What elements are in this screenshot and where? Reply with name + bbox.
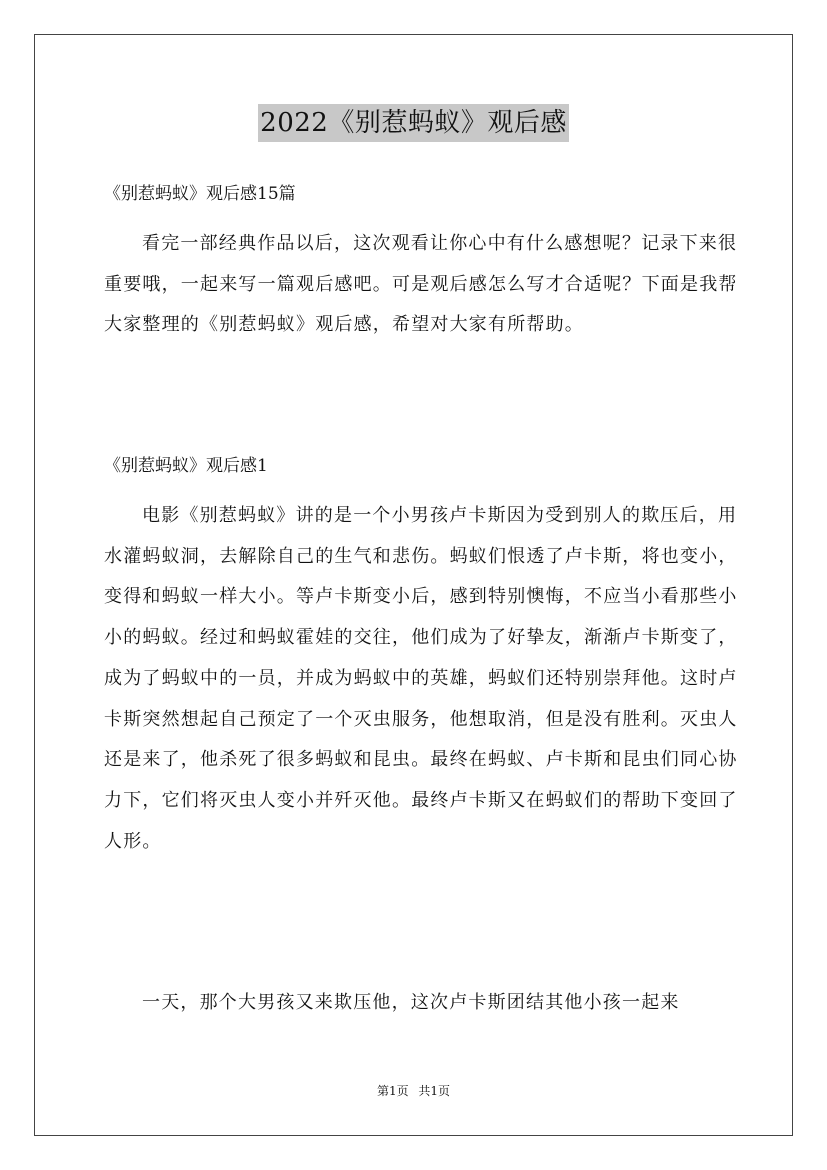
document-subtitle: 《别惹蚂蚁》观后感15篇 xyxy=(104,184,296,204)
section-title: 《别惹蚂蚁》观后感1 xyxy=(104,456,268,476)
body-paragraph: 电影《别惹蚂蚁》讲的是一个小男孩卢卡斯因为受到别人的欺压后，用水灌蚂蚁洞，去解除自己的生气和悲伤。蚂蚁们恨透了卢卡斯，将也变小，变得和蚂蚁一样大小。等卢卡斯变小后，感到特别懊悔，不应当小看那些小小的蚂蚁。经过和蚂蚁霍娃的交往，他们成为了好挚友，渐渐卢卡斯变了，成为了蚂蚁中的一员，并成为蚂蚁中的英雄，蚂蚁们还特别崇拜他。这时卢卡斯突然想起自己预定了一个灭虫服务，他想取消，但是没有胜利。灭虫人还是来了，他杀死了很多蚂蚁和昆虫。最终在蚂蚁、卢卡斯和昆虫们同心协力下，它们将灭虫人变小并歼灭他。最终卢卡斯又在蚂蚁们的帮助下变回了人形。 xyxy=(104,505,738,852)
document-title-wrap xyxy=(0,104,827,142)
document-title: 2022《别惹蚂蚁》观后感 xyxy=(258,104,569,142)
intro-paragraph: 看完一部经典作品以后，这次观看让你心中有什么感想呢？记录下来很重要哦，一起来写一篇观后感吧。可是观后感怎么写才合适呢？下面是我帮大家整理的《别惹蚂蚁》观后感，希望对大家有所帮助。 xyxy=(104,233,738,336)
body-paragraph: 一天，那个大男孩又来欺压他，这次卢卡斯团结其他小孩一起来 xyxy=(142,992,680,1013)
page-footer: 第1页 共1页 xyxy=(376,1084,451,1098)
